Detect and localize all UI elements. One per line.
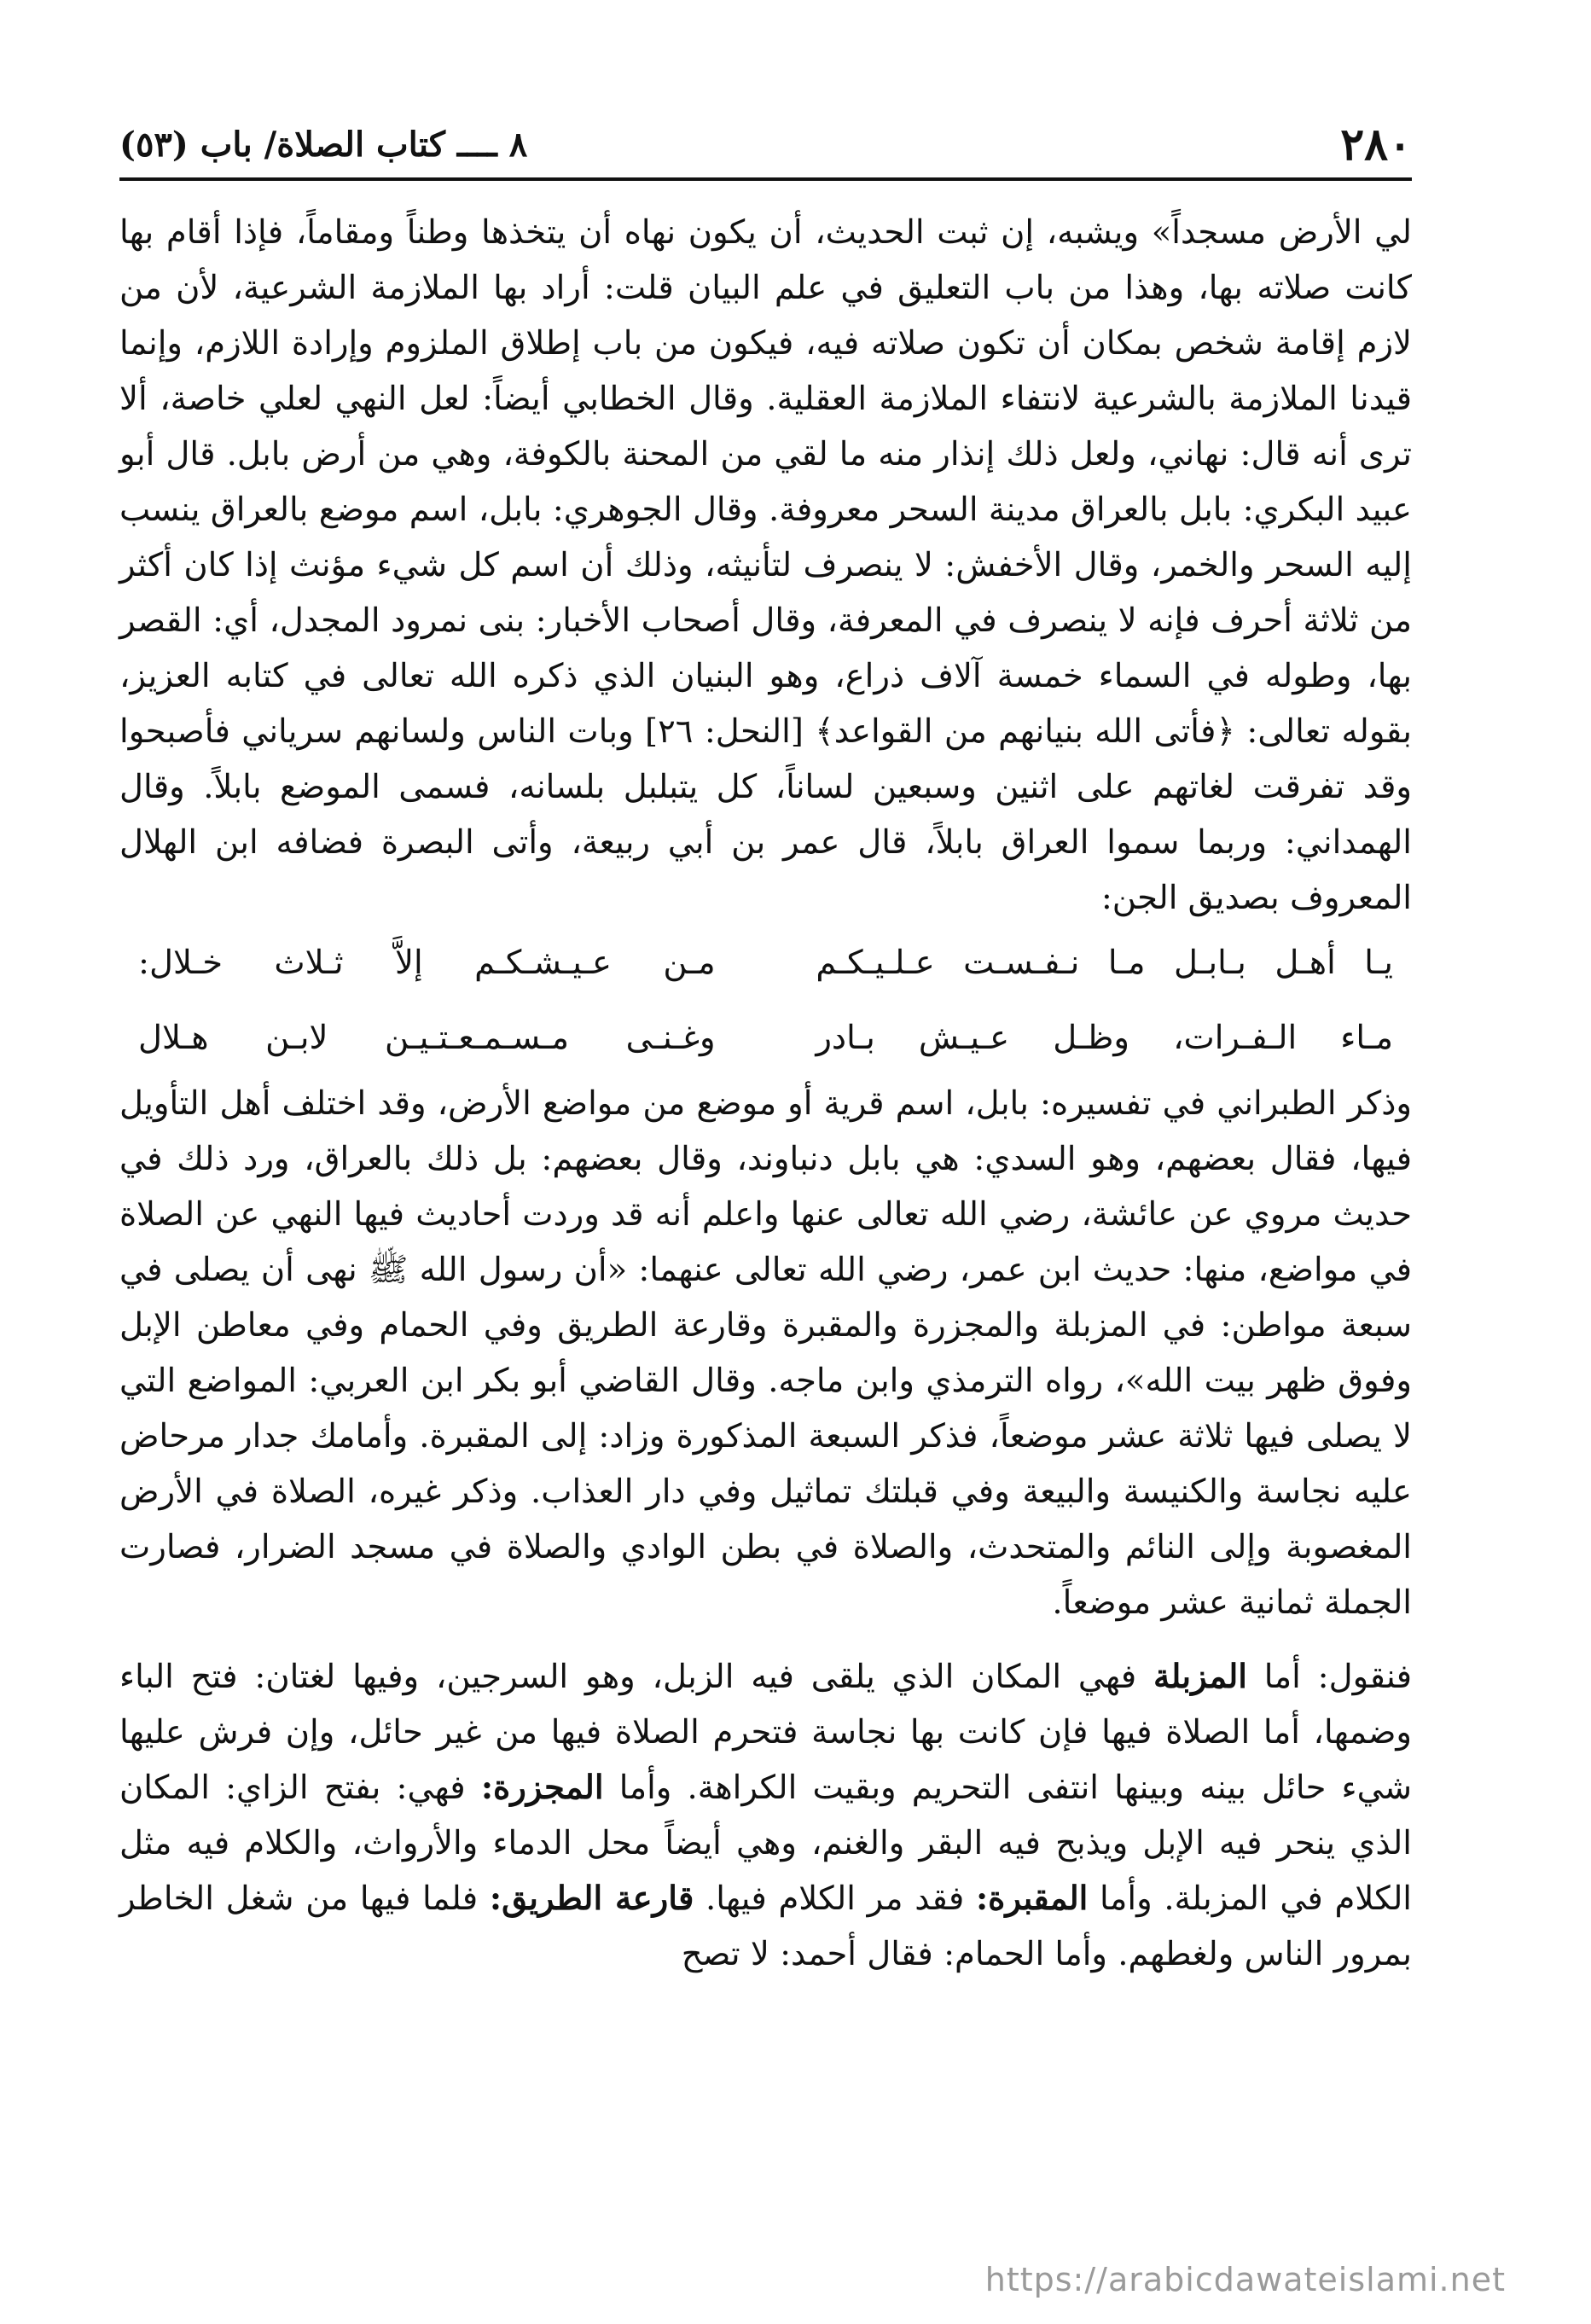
term-majzara: المجزرة:: [480, 1769, 604, 1807]
paragraph-1: لي الأرض مسجداً» ويشبه، إن ثبت الحديث، أن يكون نهاه أن يتخذها وطناً ومقاماً، فإذا أقام بها كانت صلاته بها، وهذا من باب التعليق في علم البيان قلت: أراد بها الملازمة الشرعية، لأن من لازم إقامة شخص بمكان أن تكون صلاته فيه، فيكون من باب إطلاق الملزوم وإرادة اللازم، وإنما قيدنا الملازمة بالشرعية لانتفاء الملازمة العقلية. وقال الخطابي أيضاً: لعل النهي لعلي خاصة، ألا ترى أنه قال: نهاني، ولعل ذلك إنذار منه ما لقي من المحنة بالكوفة، وهي من أرض بابل. قال أبو عبيد البكري: بابل بالعراق مدينة السحر معروفة. وقال الجوهري: بابل، اسم موضع بالعراق ينسب إليه السحر والخمر، وقال الأخفش: لا ينصرف لتأنيثه، وذلك أن اسم كل شيء مؤنث إذا كان أكثر من ثلاثة أحرف فإنه لا ينصرف في المعرفة، وقال أصحاب الأخبار: بنى نمرود المجدل، أي: القصر بها، وطوله في السماء خمسة آلاف ذراع، وهو البنيان الذي ذكره الله تعالى في كتابه العزيز، بقوله تعالى: ﴿فأتى الله بنيانهم من القواعد﴾ [النحل: ٢٦] وبات الناس ولسانهم سرياني فأصبحوا وقد تفرقت لغاتهم على اثنين وسبعين لساناً، كل يتبلبل بلسانه، فسمى الموضع بابلاً. وقال الهمداني: وربما سموا العراق بابلاً، قال عمر بن أبي ربيعة، وأتى البصرة فضافه ابن الهلال المعروف بصديق الجن:: [119, 213, 1412, 917]
p3-text-2: فهي المكان الذي يلقى فيه الزبل، وهو السرجين، وفيها لغتان: فتح الباء وضمها، أما الصلاة فيها فإن كانت بها نجاسة فتحرم الصلاة فيها من غير حائل، وإن فرش عليها شيء حائل بينه وبينها انتفى التحريم وبقيت الكراهة. وأما: [119, 1658, 1412, 1807]
running-title: ٨ ــــ كتاب الصلاة/ باب (٥٣): [119, 125, 528, 165]
term-qariat-al-tariq: قارعة الطريق:: [489, 1880, 694, 1918]
paragraph-2: وذكر الطبراني في تفسيره: بابل، اسم قرية أو موضع من مواضع الأرض، وقد اختلف أهل التأويل فيها، فقال بعضهم، وهو السدي: هي بابل دنباوند، وقال بعضهم: بل ذلك بالعراق، ورد ذلك في حديث مروي عن عائشة، رضي الله تعالى عنها واعلم أنه قد وردت أحاديث فيها النهي عن الصلاة في مواضع، منها: حديث ابن عمر، رضي الله تعالى عنهما: «أن رسول الله ﷺ نهى أن يصلى في سبعة مواطن: في المزبلة والمجزرة والمقبرة وقارعة الطريق وفي الحمام وفي معاطن الإبل وفوق ظهر بيت الله»، رواه الترمذي وابن ماجه. وقال القاضي أبو بكر ابن العربي: المواضع التي لا يصلى فيها ثلاثة عشر موضعاً، فذكر السبعة المذكورة وزاد: إلى المقبرة. وأمامك جدار مرحاض عليه نجاسة والكنيسة والبيعة وفي قبلتك تماثيل وفي دار العذاب. وذكر غيره، الصلاة في الأرض المغصوبة وإلى النائم والمتحدث، والصلاة في بطن الوادي والصلاة في مسجد الضرار، فصارت الجملة ثمانية عشر موضعاً.: [119, 1084, 1412, 1622]
verse-line-2: [119, 1001, 1412, 1076]
term-maqbara: المقبرة:: [975, 1880, 1089, 1918]
p3-text-1: فنقول: أما: [1247, 1658, 1412, 1696]
page-header: [119, 119, 1412, 181]
verse-2-first-hemistich: مـاء الـفـرات، وظـل عـيـش بـادر: [816, 1019, 1393, 1057]
p3-text-4: فقد مر الكلام فيها.: [694, 1880, 976, 1918]
page-body: [119, 205, 1412, 1982]
term-mazbala: المزبلة: [1153, 1658, 1247, 1696]
watermark-url: https://arabicdawateislami.net: [984, 2261, 1506, 2298]
verse-2-second-hemistich: وغـنـى مـسـمـعـتـيـن لابـن هـلال: [138, 1019, 716, 1057]
paragraph-3: [119, 1649, 1412, 1982]
p3-text-5: فلما فيها من شغل الخاطر بمرور الناس ولغطهم. وأما الحمام: فقال أحمد: لا تصح: [119, 1880, 1412, 1973]
verse-1-first-hemistich: يـا أهـل بـابـل مـا نـفـسـت عـلـيـكـم: [816, 944, 1393, 982]
p3-text-3: فهي: بفتح الزاي: المكان الذي ينحر فيه الإبل ويذبح فيه البقر والغنم، وهي أيضاً محل الدماء والأرواث، والكلام فيه مثل الكلام في المزبلة. وأما: [119, 1769, 1413, 1918]
page-number: ٢٨٠: [1340, 119, 1412, 171]
verse-line-1: [119, 926, 1412, 1001]
verse-1-second-hemistich: مـن عـيـشـكـم إلاَّ ثـلاث خـلال:: [138, 944, 716, 982]
